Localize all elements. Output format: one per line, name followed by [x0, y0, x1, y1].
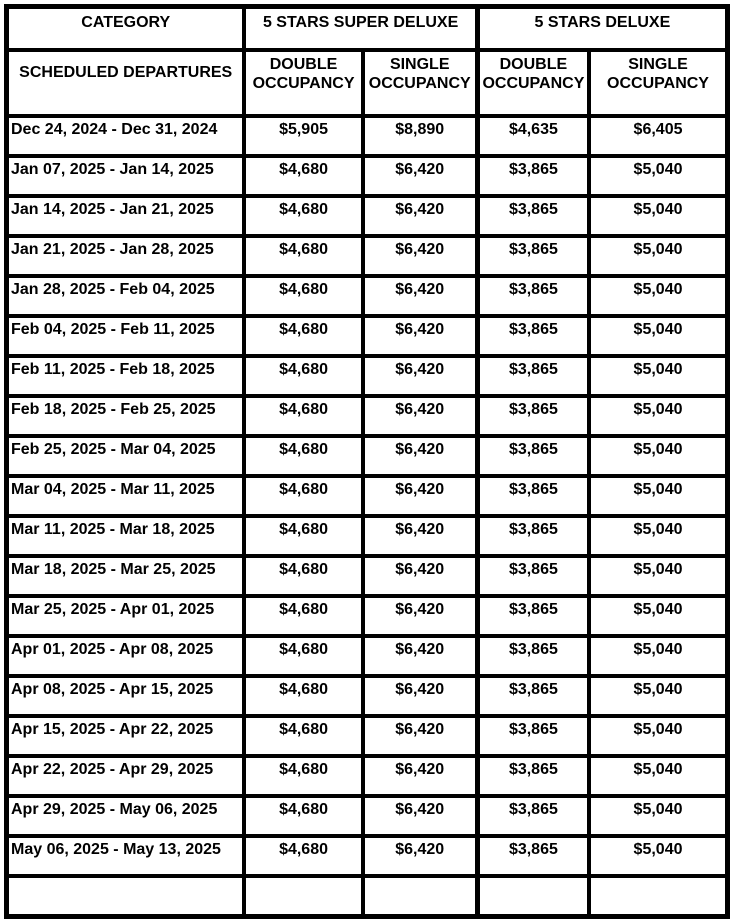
departure-date-cell: Mar 04, 2025 - Mar 11, 2025 — [7, 476, 245, 516]
empty-cell — [363, 876, 478, 917]
departure-date-cell: Mar 25, 2025 - Apr 01, 2025 — [7, 596, 245, 636]
departure-date-cell: Jan 21, 2025 - Jan 28, 2025 — [7, 236, 245, 276]
price-cell: $3,865 — [477, 156, 589, 196]
price-cell: $3,865 — [477, 516, 589, 556]
price-cell: $4,680 — [244, 396, 362, 436]
price-cell: $6,405 — [589, 116, 727, 156]
table-row — [7, 796, 728, 836]
table-row — [7, 516, 728, 556]
scheduled-departures-header-cell: SCHEDULED DEPARTURES — [7, 50, 245, 116]
departure-pricing-table — [4, 4, 730, 919]
price-cell: $8,890 — [363, 116, 478, 156]
price-cell: $6,420 — [363, 396, 478, 436]
departure-date-cell: Feb 25, 2025 - Mar 04, 2025 — [7, 436, 245, 476]
price-cell: $5,040 — [589, 476, 727, 516]
price-cell: $4,680 — [244, 676, 362, 716]
price-cell: $5,040 — [589, 836, 727, 876]
price-cell: $3,865 — [477, 676, 589, 716]
price-cell: $5,040 — [589, 516, 727, 556]
table-row — [7, 396, 728, 436]
price-cell: $5,040 — [589, 316, 727, 356]
price-cell: $6,420 — [363, 596, 478, 636]
price-cell: $4,680 — [244, 276, 362, 316]
price-cell: $4,680 — [244, 476, 362, 516]
price-cell: $4,680 — [244, 316, 362, 356]
price-cell: $6,420 — [363, 236, 478, 276]
price-cell: $6,420 — [363, 516, 478, 556]
departure-date-cell: Apr 29, 2025 - May 06, 2025 — [7, 796, 245, 836]
price-cell: $6,420 — [363, 676, 478, 716]
price-cell: $5,905 — [244, 116, 362, 156]
price-cell: $3,865 — [477, 196, 589, 236]
price-cell: $4,680 — [244, 436, 362, 476]
price-cell: $4,680 — [244, 716, 362, 756]
price-cell: $5,040 — [589, 236, 727, 276]
departure-date-cell: Mar 18, 2025 - Mar 25, 2025 — [7, 556, 245, 596]
price-cell: $3,865 — [477, 276, 589, 316]
price-cell: $6,420 — [363, 716, 478, 756]
super-deluxe-double-occupancy-header-cell: DOUBLE OCCUPANCY — [244, 50, 362, 116]
price-cell: $3,865 — [477, 316, 589, 356]
price-cell: $5,040 — [589, 356, 727, 396]
departure-date-cell: May 06, 2025 - May 13, 2025 — [7, 836, 245, 876]
subheader-row — [7, 50, 728, 116]
price-cell: $6,420 — [363, 556, 478, 596]
price-cell: $4,680 — [244, 796, 362, 836]
table-header — [7, 7, 728, 117]
table-row — [7, 316, 728, 356]
departure-date-cell: Jan 14, 2025 - Jan 21, 2025 — [7, 196, 245, 236]
price-cell: $6,420 — [363, 276, 478, 316]
price-cell: $3,865 — [477, 476, 589, 516]
price-cell: $3,865 — [477, 436, 589, 476]
departure-date-cell: Apr 15, 2025 - Apr 22, 2025 — [7, 716, 245, 756]
empty-cell — [7, 876, 245, 917]
price-cell: $5,040 — [589, 156, 727, 196]
price-cell: $3,865 — [477, 356, 589, 396]
price-cell: $5,040 — [589, 276, 727, 316]
price-cell: $5,040 — [589, 596, 727, 636]
super-deluxe-header-cell: 5 STARS SUPER DELUXE — [244, 7, 477, 51]
price-cell: $3,865 — [477, 796, 589, 836]
super-deluxe-single-occupancy-header-cell: SINGLE OCCUPANCY — [363, 50, 478, 116]
category-header-row — [7, 7, 728, 51]
departure-date-cell: Apr 01, 2025 - Apr 08, 2025 — [7, 636, 245, 676]
price-cell: $6,420 — [363, 636, 478, 676]
price-cell: $4,680 — [244, 636, 362, 676]
price-cell: $4,680 — [244, 236, 362, 276]
table-row — [7, 276, 728, 316]
table-row — [7, 836, 728, 876]
table-row — [7, 356, 728, 396]
price-cell: $5,040 — [589, 756, 727, 796]
table-row — [7, 556, 728, 596]
price-cell: $6,420 — [363, 476, 478, 516]
departure-date-cell: Feb 18, 2025 - Feb 25, 2025 — [7, 396, 245, 436]
price-cell: $6,420 — [363, 836, 478, 876]
price-cell: $3,865 — [477, 556, 589, 596]
price-cell: $4,635 — [477, 116, 589, 156]
table-row — [7, 596, 728, 636]
price-cell: $5,040 — [589, 796, 727, 836]
departure-date-cell: Jan 07, 2025 - Jan 14, 2025 — [7, 156, 245, 196]
price-cell: $3,865 — [477, 596, 589, 636]
table-row-partial — [7, 876, 728, 917]
price-cell: $4,680 — [244, 596, 362, 636]
price-cell: $3,865 — [477, 836, 589, 876]
table-row — [7, 156, 728, 196]
table-row — [7, 676, 728, 716]
price-cell: $3,865 — [477, 716, 589, 756]
price-cell: $6,420 — [363, 196, 478, 236]
price-cell: $3,865 — [477, 236, 589, 276]
price-cell: $3,865 — [477, 756, 589, 796]
table-row — [7, 756, 728, 796]
departure-date-cell: Apr 08, 2025 - Apr 15, 2025 — [7, 676, 245, 716]
price-cell: $5,040 — [589, 636, 727, 676]
table-row — [7, 436, 728, 476]
table-row — [7, 476, 728, 516]
departure-date-cell: Feb 04, 2025 - Feb 11, 2025 — [7, 316, 245, 356]
departure-date-cell: Jan 28, 2025 - Feb 04, 2025 — [7, 276, 245, 316]
price-cell: $6,420 — [363, 316, 478, 356]
price-cell: $6,420 — [363, 436, 478, 476]
price-cell: $5,040 — [589, 196, 727, 236]
category-header-cell: CATEGORY — [7, 7, 245, 51]
departure-date-cell: Feb 11, 2025 - Feb 18, 2025 — [7, 356, 245, 396]
table-row — [7, 716, 728, 756]
price-cell: $6,420 — [363, 356, 478, 396]
price-cell: $4,680 — [244, 756, 362, 796]
price-cell: $6,420 — [363, 756, 478, 796]
table-row — [7, 196, 728, 236]
price-cell: $4,680 — [244, 156, 362, 196]
price-cell: $5,040 — [589, 436, 727, 476]
departure-date-cell: Apr 22, 2025 - Apr 29, 2025 — [7, 756, 245, 796]
price-cell: $5,040 — [589, 556, 727, 596]
departure-date-cell: Mar 11, 2025 - Mar 18, 2025 — [7, 516, 245, 556]
price-cell: $5,040 — [589, 676, 727, 716]
deluxe-single-occupancy-header-cell: SINGLE OCCUPANCY — [589, 50, 727, 116]
price-cell: $3,865 — [477, 396, 589, 436]
deluxe-double-occupancy-header-cell: DOUBLE OCCUPANCY — [477, 50, 589, 116]
price-cell: $4,680 — [244, 516, 362, 556]
price-cell: $6,420 — [363, 796, 478, 836]
price-cell: $6,420 — [363, 156, 478, 196]
departures-body — [7, 116, 728, 917]
table-row — [7, 116, 728, 156]
departure-date-cell: Dec 24, 2024 - Dec 31, 2024 — [7, 116, 245, 156]
price-cell: $4,680 — [244, 356, 362, 396]
deluxe-header-cell: 5 STARS DELUXE — [477, 7, 727, 51]
price-cell: $4,680 — [244, 196, 362, 236]
price-cell: $4,680 — [244, 836, 362, 876]
empty-cell — [244, 876, 362, 917]
price-cell: $5,040 — [589, 396, 727, 436]
table-row — [7, 636, 728, 676]
table-row — [7, 236, 728, 276]
price-cell: $3,865 — [477, 636, 589, 676]
empty-cell — [589, 876, 727, 917]
empty-cell — [477, 876, 589, 917]
price-cell: $5,040 — [589, 716, 727, 756]
price-cell: $4,680 — [244, 556, 362, 596]
